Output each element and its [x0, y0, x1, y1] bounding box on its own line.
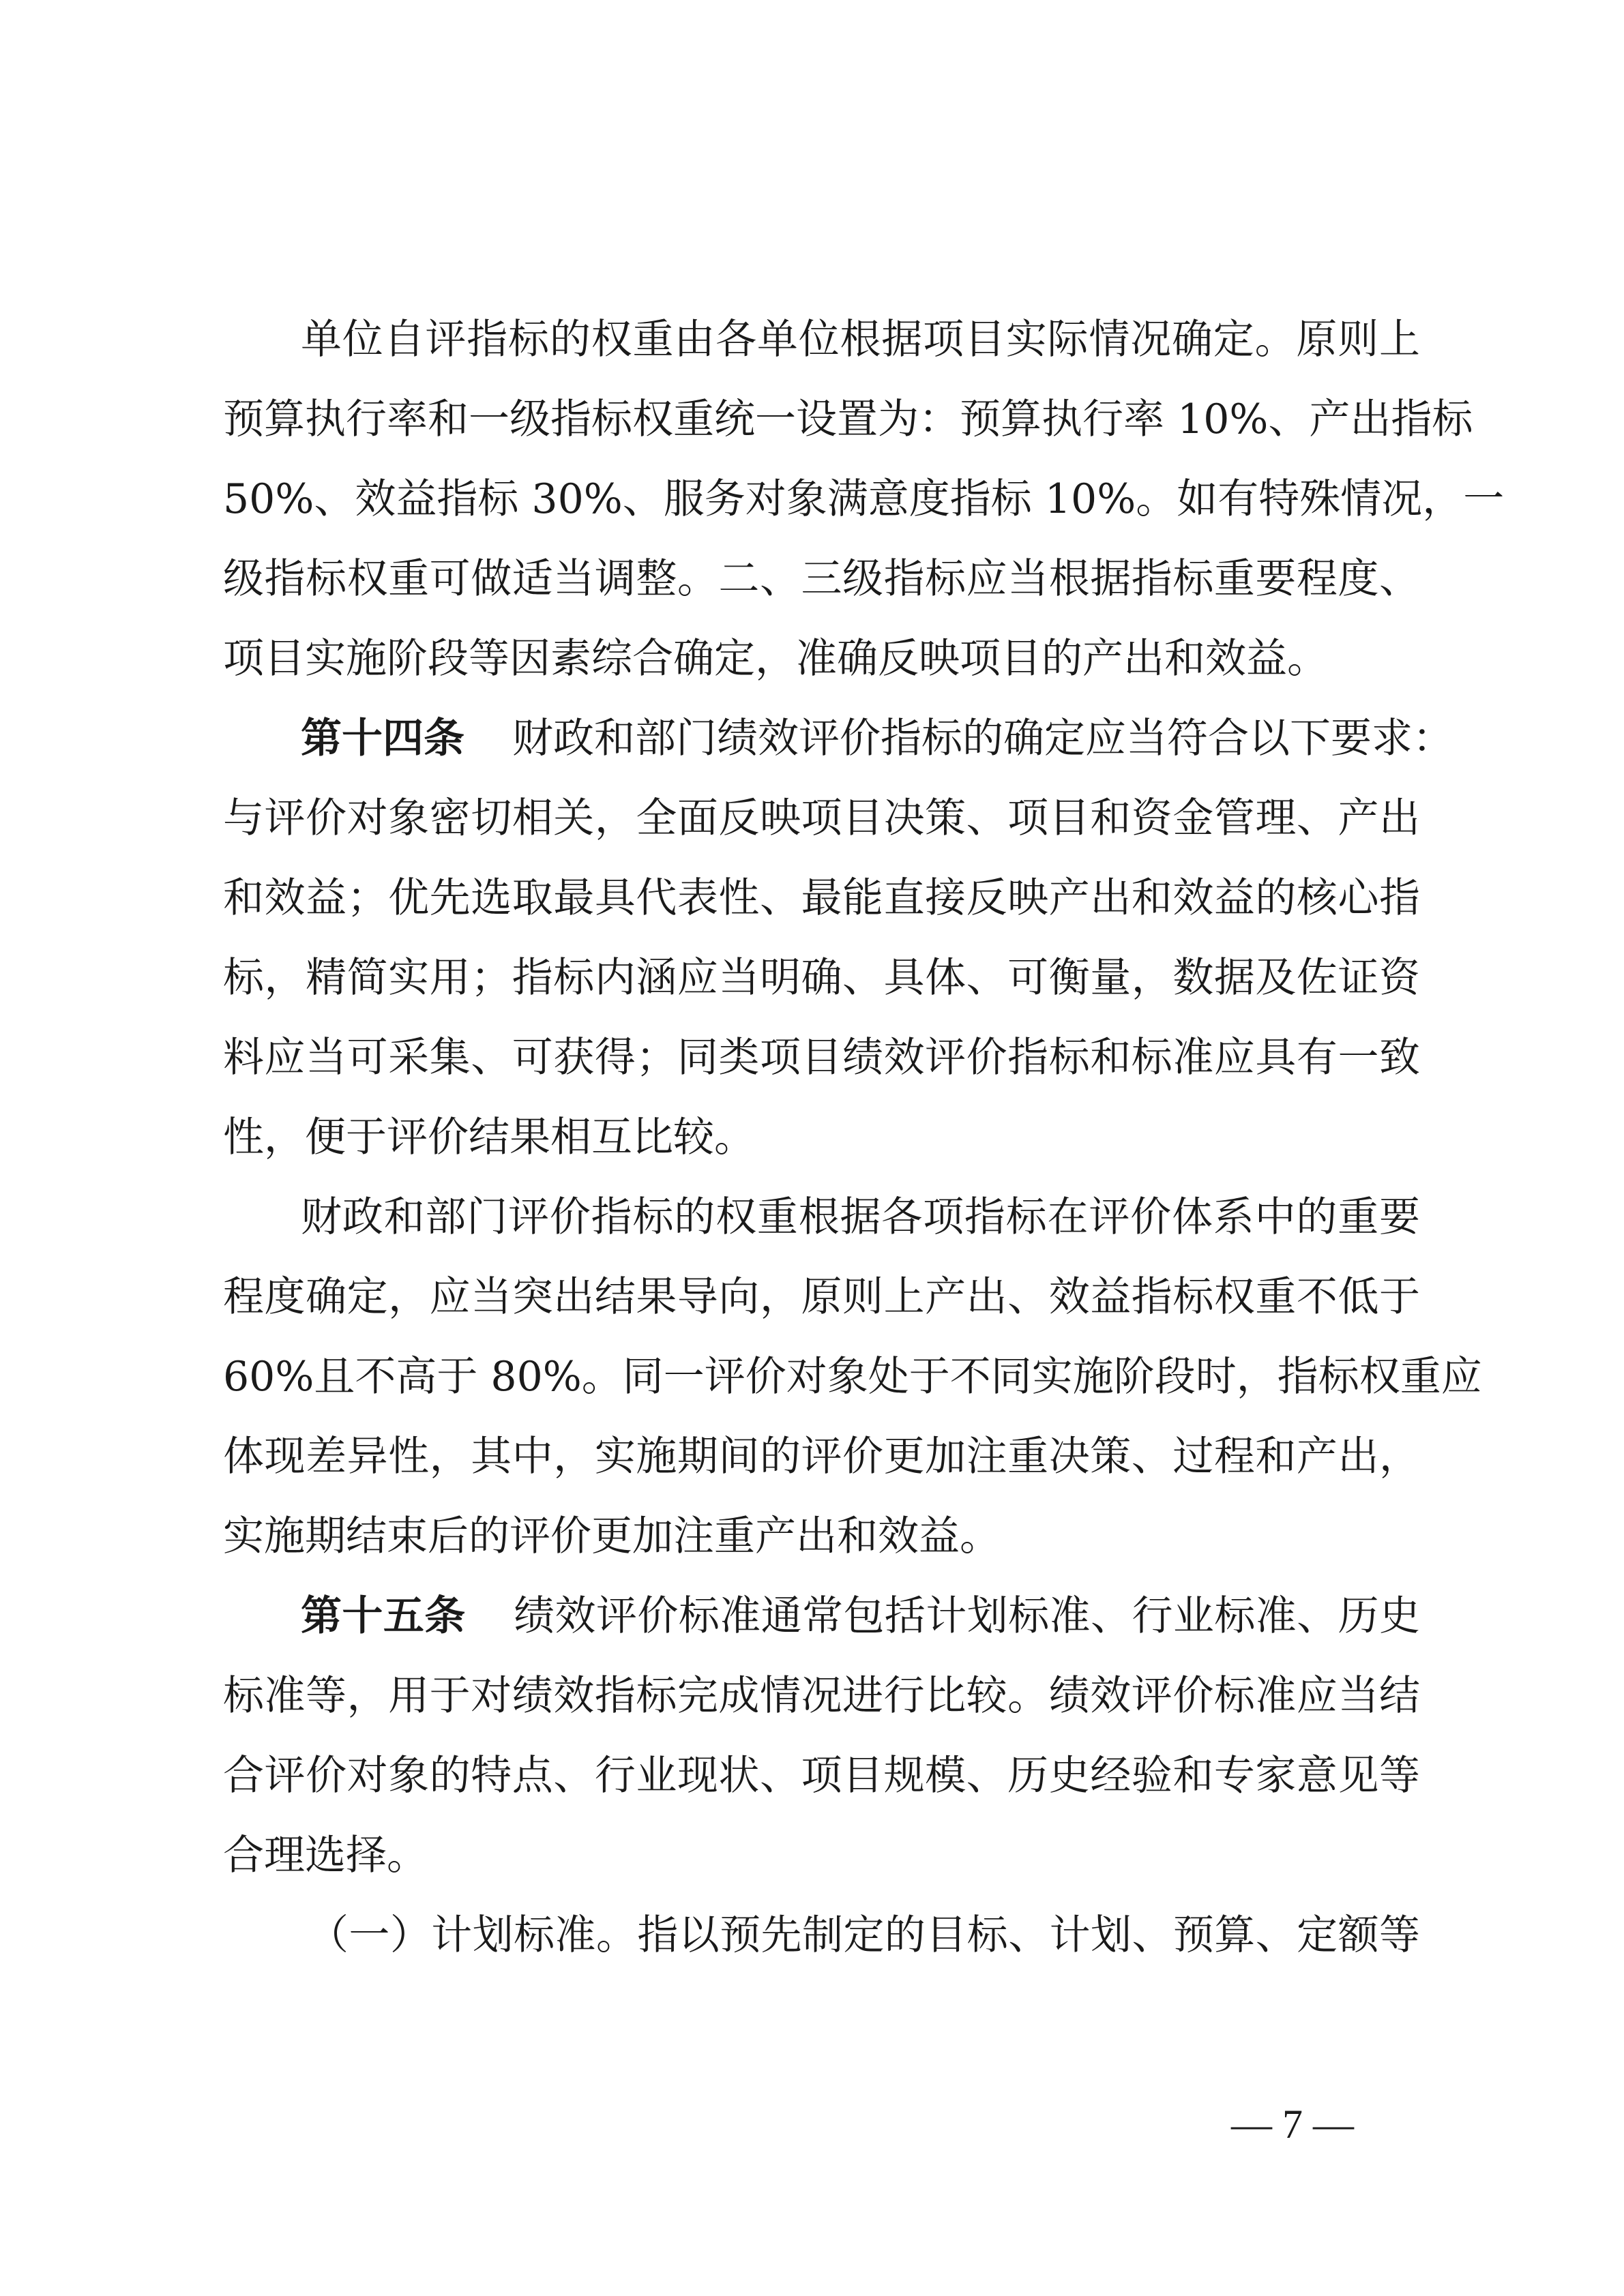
page-number: — 7 —	[1231, 2102, 1354, 2147]
paragraph-5	[223, 1896, 1420, 1976]
text-line: 预算执行率和一级指标权重统一设置为：预算执行率 10%、产出指标	[223, 396, 1473, 443]
article-text: 绩效评价标准通常包括计划标准、行业标准、历史	[513, 1592, 1421, 1640]
text-line: 合评价对象的特点、行业现状、项目规模、历史经验和专家意见等	[223, 1752, 1420, 1800]
text-line: 程度确定，应当突出结果导向，原则上产出、效益指标权重不低于	[223, 1273, 1420, 1321]
text-line: 合理选择。	[223, 1832, 428, 1879]
text-line: （一）计划标准。指以预先制定的目标、计划、预算、定额等	[308, 1911, 1420, 1959]
text-line: 和效益；优先选取最具代表性、最能直接反映产出和效益的核心指	[223, 874, 1420, 922]
paragraph-3	[223, 1178, 1482, 1577]
text-line: 标准等，用于对绩效指标完成情况进行比较。绩效评价标准应当结	[223, 1672, 1420, 1720]
text-line: 单位自评指标的权重由各单位根据项目实际情况确定。原则上	[301, 316, 1420, 363]
paragraph-article-15	[223, 1577, 1420, 1896]
text-line	[223, 1577, 1420, 1656]
text-line: 50%、效益指标 30%、服务对象满意度指标 10%。如有特殊情况，一	[223, 475, 1505, 523]
paragraph-1	[223, 300, 1505, 699]
text-line: 与评价对象密切相关，全面反映项目决策、项目和资金管理、产出	[223, 794, 1420, 842]
text-line: 料应当可采集、可获得；同类项目绩效评价指标和标准应具有一致	[223, 1034, 1420, 1082]
text-line: 标，精简实用；指标内涵应当明确、具体、可衡量，数据及佐证资	[223, 954, 1420, 1002]
text-line: 项目实施阶段等因素综合确定，准确反映项目的产出和效益。	[223, 635, 1328, 683]
article-heading: 第十五条	[301, 1592, 466, 1640]
text-line: 实施期结束后的评价更加注重产出和效益。	[223, 1512, 1001, 1560]
text-line: 体现差异性，其中，实施期间的评价更加注重决策、过程和产出，	[223, 1433, 1420, 1480]
article-heading: 第十四条	[301, 715, 464, 762]
text-line	[223, 699, 1453, 779]
paragraph-article-14	[223, 699, 1453, 1178]
body-text	[223, 300, 1505, 1976]
text-line: 财政和部门评价指标的权重根据各项指标在评价体系中的重要	[301, 1193, 1420, 1241]
text-line: 级指标权重可做适当调整。二、三级指标应当根据指标重要程度、	[223, 555, 1420, 603]
text-line: 60%且不高于 80%。同一评价对象处于不同实施阶段时，指标权重应	[223, 1353, 1482, 1401]
text-line: 性，便于评价结果相互比较。	[223, 1114, 755, 1161]
article-text: 财政和部门绩效评价指标的确定应当符合以下要求：	[512, 715, 1453, 762]
